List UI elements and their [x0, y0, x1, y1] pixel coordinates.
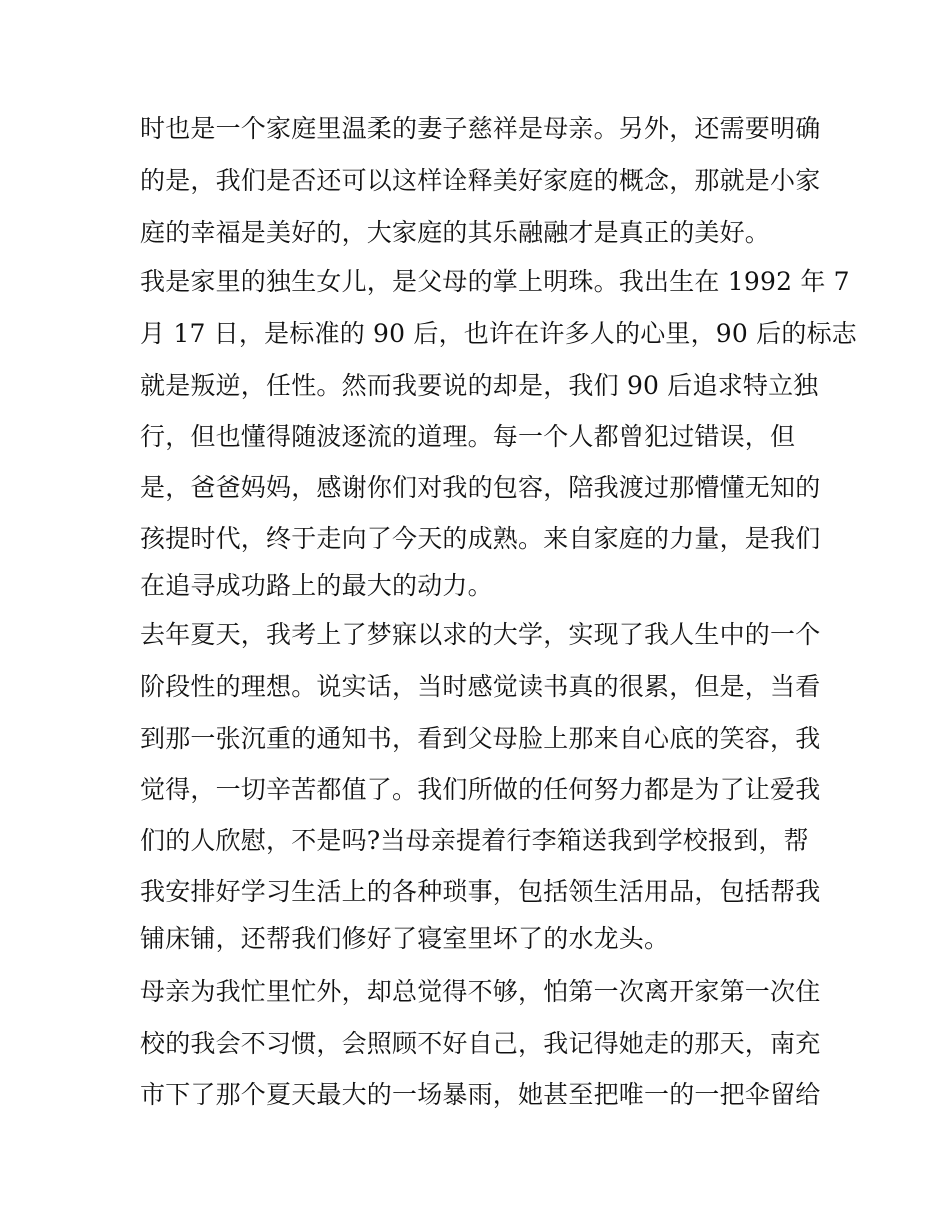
text-line: 觉得，一切辛苦都值了。我们所做的任何努力都是为了让爱我: [140, 775, 821, 804]
text-line: 在追寻成功路上的最大的动力。: [140, 571, 493, 600]
text-line: 的是，我们是否还可以这样诠释美好家庭的概念，那就是小家: [140, 166, 821, 195]
text-line: 们的人欣慰，不是吗?当母亲提着行李箱送我到学校报到，帮: [140, 826, 809, 855]
text-line: 我安排好学习生活上的各种琐事，包括领生活用品，包括帮我: [140, 877, 821, 906]
text-line: 行，但也懂得随波逐流的道理。每一个人都曾犯过错误，但: [140, 422, 796, 451]
text-line: 市下了那个夏天最大的一场暴雨，她甚至把唯一的一把伞留给: [140, 1080, 821, 1109]
text-line: 母亲为我忙里忙外，却总觉得不够，怕第一次离开家第一次住: [140, 977, 821, 1006]
text-line: 是，爸爸妈妈，感谢你们对我的包容，陪我渡过那懵懂无知的: [140, 473, 821, 502]
text-line: 阶段性的理想。说实话，当时感觉读书真的很累，但是，当看: [140, 672, 821, 701]
text-line: 庭的幸福是美好的，大家庭的其乐融融才是真正的美好。: [140, 218, 771, 247]
text-line: 时也是一个家庭里温柔的妻子慈祥是母亲。另外，还需要明确: [140, 114, 821, 143]
text-line: 校的我会不习惯，会照顾不好自己，我记得她走的那天，南充: [140, 1029, 821, 1058]
text-line: 到那一张沉重的通知书，看到父母脸上那来自心底的笑容，我: [140, 724, 821, 753]
text-line: 孩提时代，终于走向了今天的成熟。来自家庭的力量，是我们: [140, 524, 821, 553]
text-line: 就是叛逆，任性。然而我要说的却是，我们 90 后追求特立独: [140, 371, 819, 400]
text-line: 月 17 日，是标准的 90 后，也许在许多人的心里，90 后的标志: [140, 319, 857, 348]
text-line: 铺床铺，还帮我们修好了寝室里坏了的水龙头。: [140, 924, 670, 953]
text-line: 去年夏天，我考上了梦寐以求的大学，实现了我人生中的一个: [140, 620, 821, 649]
text-line: 我是家里的独生女儿，是父母的掌上明珠。我出生在 1992 年 7: [140, 267, 850, 296]
